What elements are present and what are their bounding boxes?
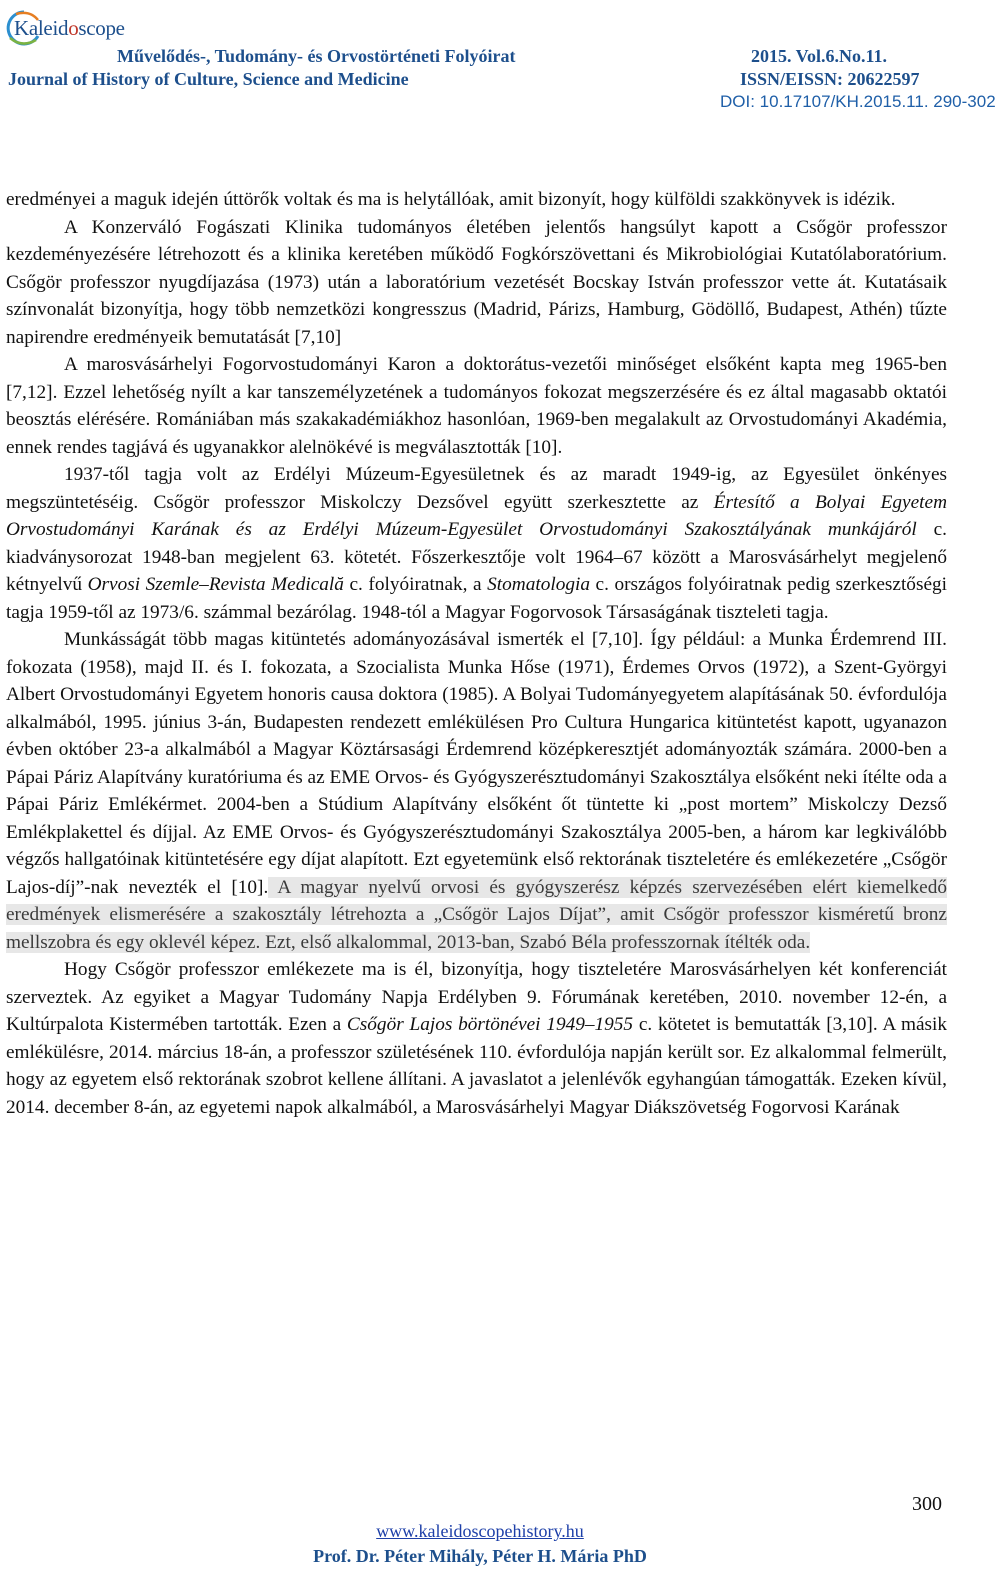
paragraph-2: A Konzerváló Fogászati Klinika tudományos életében jelentős hangsúlyt kapott a Csőgör professzor kezdeményezésére létrehozott és a klinika keretében működő Fogkórszövettani és Mikrobiológiai Kutatólaboratórium. Csőgör professzor nyugdíjazása (1973) után a laboratórium vezetését Bocskay István professzor vette át. Kutatásaik színvonalát bizonyítja, hogy több nemzetközi kongresszus (Madrid, Párizs, Hamburg, Gödöllő, Budapest, Athén) tűzte napirendre eredményeik bemutatását [7,10] [6, 216, 947, 348]
page-header [0, 0, 996, 120]
highlighted-passage: A magyar nyelvű orvosi és gyógyszerész képzés szervezésében elért kiemelkedő eredmények elismerésére a szakosztály létrehozta a „Csőgör Lajos Díjat”, amit Csőgör professzor kisméretű bronz mellszobra és egy oklevél képez. Ezt, első alkalommal, 2013-ban, Szabó Béla professzornak ítélték oda. [6, 876, 947, 953]
article-body [6, 186, 947, 1121]
paragraph-6 [6, 956, 947, 1121]
paragraph-3: A marosvásárhelyi Fogorvostudományi Karon a doktorátus-vezetői minőséget elsőként kapta meg 1965-ben [7,12]. Ezzel lehetőség nyílt a kar tanszemélyzetének a tudományos fokozat megszerzésére és ez által magasabb oktatói beosztás elérésére. Romániában más szakakadémiákhoz hasonlóan, 1969-ben megalakult az Orvostudományi Akadémia, ennek rendes tagjává és ugyanakkor alelnökévé is megválasztották [10]. [6, 354, 947, 458]
italic-title-ertesito: Értesítő a Bolyai Egyetem Orvostudományi Karának és az Erdélyi Múzeum-Egyesület Orvostudományi Szakosztályának munkájáról [6, 491, 947, 540]
italic-title-stomatologia: Stomatologia [487, 574, 590, 595]
text-run: Hogy Csőgör professzor emlékezete ma is él, bizonyítja, hogy tiszteletére Marosvásárhelyen két konferenciát szerveztek. Az egyiket a Magyar Tudomány Napja Erdélyben 9. Fórumának keretében, 2010. november 12-én, a Kultúrpalota Kistermében tartották. Ezen a [6, 959, 947, 1035]
paragraph-1: eredményei a maguk idején úttörők voltak és ma is helytállóak, amit bizonyít, hogy külföldi szakkönyvek is idézik. [6, 189, 896, 210]
text-run: c. kötetet is bemutatták [3,10]. A másik emlékülésre, 2014. március 18-án, a professzor születésének 110. évfordulója napján került sor. Ez alkalommal felmerült, hogy az egyetem első rektorának szobrot kellene állítani. A javaslatot a jelenlévők egyhangúan támogatták. Ezeken kívül, 2014. december 8-án, az egyetemi napok alkalmából, a Marosvásárhelyi Magyar Diákszövetség Fogorvosi Karának [6, 1014, 948, 1118]
logo-o-mark: o [68, 16, 79, 40]
journal-title-hu: Művelődés-, Tudomány- és Orvostörténeti Folyóirat [117, 46, 516, 66]
logo-wordmark: Kaleidoscope [14, 16, 125, 40]
text-run: c. folyóiratnak, a [343, 574, 488, 595]
text-run: c. országos folyóiratnak pedig szerkesztőségi tagja 1959-től az 1973/6. számmal bezárólag. 1948-tól a Magyar Fogorvosok Társaságának tiszteleti tagja. [6, 574, 948, 623]
text-run: Munkásságát több magas kitüntetés adományozásával ismerték el [7,10]. Így például: a Munka Érdemrend III. fokozata (1958), majd II. és I. fokozata, a Szocialista Munka Hőse (1971), Érdemes Orvos (1972), a Szent-Györgyi Albert Orvostudományi Egyetem honoris causa doktora (1985). A Bolyai Tudományegyetem alapításának 50. évfordulója alkalmából, 1995. június 3-án, Budapesten rendezett emlékülésen Pro Cultura Hungarica kitüntetést kapott, ugyanazon évben október 23-a alkalmából a Magyar Köztársasági Érdemrend középkeresztjét adományozták számára. 2000-ben a Pápai Páriz Alapítvány kuratóriuma és az EME Orvos- és Gyógyszerésztudományi Szakosztálya elsőként neki ítélte oda a Pápai Páriz Emlékérmet. 2004-ben a Stúdium Alapítvány elsőként őt tüntette ki „post mortem” Miskolczy Dezső Emlékplakettel és díjjal. Az EME Orvos- és Gyógyszerésztudományi Szakosztálya 2005-ben, a három kar legkiválóbb végzős hallgatóinak kitüntetésére egy díjat alapított. Ezt egyetemünk első rektorának tiszteletére és emlékezetére „Csőgör Lajos-díj”-nak nevezték el [10]. [6, 629, 947, 898]
website-link[interactable]: www.kaleidoscopehistory.hu [376, 1521, 584, 1541]
footer-authors: Prof. Dr. Péter Mihály, Péter H. Mária PhD [313, 1546, 647, 1566]
text-run: c. kiadványsorozat 1948-ban megjelent 63. kötetét. Főszerkesztője volt 1964–67 között a Marosvásárhelyt megjelenő kétnyelvű [6, 519, 947, 595]
paragraph-5 [6, 626, 947, 956]
volume-info: 2015. Vol.6.No.11. [751, 46, 888, 66]
journal-logo[interactable] [4, 6, 124, 52]
paragraph-4 [6, 461, 947, 626]
journal-title-en: Journal of History of Culture, Science and Medicine [8, 69, 409, 89]
italic-title-orvosi-szemle: Orvosi Szemle–Revista Medicală [87, 574, 344, 595]
doi-link[interactable]: DOI: 10.17107/KH.2015.11. 290-302 [720, 92, 996, 111]
page-number: 300 [912, 1493, 942, 1515]
italic-title-bortoneve: Csőgör Lajos börtönévei 1949–1955 [346, 1014, 634, 1035]
text-run: 1937-től tagja volt az Erdélyi Múzeum-Egyesületnek és az maradt 1949-ig, az Egyesület önkényes megszüntetéséig. Csőgör professzor Miskolczy Dezsővel együtt szerkesztette az [6, 464, 947, 513]
issn-info: ISSN/EISSN: 20622597 [740, 69, 920, 89]
footer-url [0, 1521, 960, 1542]
